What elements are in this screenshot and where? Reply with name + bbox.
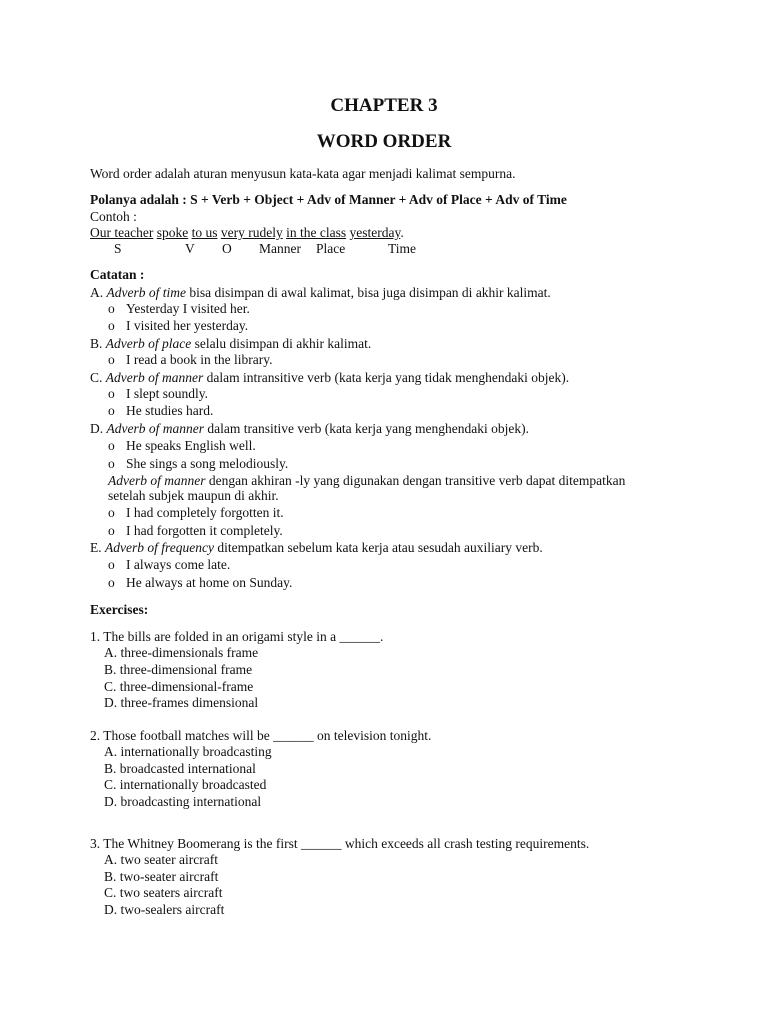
note-b: B. Adverb of place selalu disimpan di akhir kalimat.: [90, 336, 372, 351]
note-a-example: Yesterday I visited her.: [126, 301, 250, 316]
example-sentence: [90, 225, 404, 241]
note-e-example: I always come late.: [126, 557, 231, 572]
note-c-example: I slept soundly.: [126, 386, 208, 401]
note-d-extra: Adverb of manner dengan akhiran -ly yang digunakan dengan transitive verb dapat ditempatkan: [108, 473, 626, 488]
bullet-icon: o: [108, 505, 115, 520]
bullet-icon: o: [108, 318, 115, 333]
catatan-heading: Catatan :: [90, 267, 145, 282]
note-a: A. Adverb of time bisa disimpan di awal kalimat, bisa juga disimpan di akhir kalimat.: [90, 285, 551, 300]
contoh-label: Contoh :: [90, 209, 137, 224]
note-d: D. Adverb of manner dalam transitive verb (kata kerja yang menghendaki objek).: [90, 421, 529, 436]
bullet-icon: o: [108, 352, 115, 367]
note-d-example: He speaks English well.: [126, 438, 256, 453]
exercise-option: B. three-dimensional frame: [104, 662, 253, 677]
example-manner: very rudely: [220, 225, 283, 240]
bullet-icon: o: [108, 557, 115, 572]
exercises-heading: Exercises:: [90, 602, 149, 617]
chapter-heading: CHAPTER 3: [330, 95, 438, 116]
pattern-formula: Polanya adalah : S + Verb + Object + Adv of Manner + Adv of Place + Adv of Time: [90, 192, 567, 207]
note-e-example: He always at home on Sunday.: [126, 575, 293, 590]
exercise-option: A. two seater aircraft: [104, 852, 218, 867]
exercise-option: A. three-dimensionals frame: [104, 645, 259, 660]
bullet-icon: o: [108, 456, 115, 471]
example-period: .: [400, 225, 404, 240]
label-manner: Manner: [259, 241, 301, 256]
note-a-example: I visited her yesterday.: [126, 318, 249, 333]
label-s: S: [114, 241, 122, 256]
bullet-icon: o: [108, 523, 115, 538]
note-e: E. Adverb of frequency ditempatkan sebelum kata kerja atau sesudah auxiliary verb.: [90, 540, 543, 555]
label-v: V: [185, 241, 195, 256]
label-o: O: [222, 241, 232, 256]
bullet-icon: o: [108, 575, 115, 590]
note-d-extra-cont: setelah subjek maupun di akhir.: [108, 488, 279, 503]
note-d-extra-example: I had forgotten it completely.: [126, 523, 283, 538]
bullet-icon: o: [108, 386, 115, 401]
title-heading: WORD ORDER: [316, 131, 452, 152]
exercise-question: 3. The Whitney Boomerang is the first ______ which exceeds all crash testing requirements.: [90, 836, 590, 851]
exercise-option: D. broadcasting international: [104, 794, 262, 809]
example-place: in the class: [286, 225, 347, 240]
note-d-extra-example: I had completely forgotten it.: [126, 505, 284, 520]
label-place: Place: [316, 241, 346, 256]
bullet-icon: o: [108, 403, 115, 418]
exercise-option: B. two-seater aircraft: [104, 869, 219, 884]
example-verb: spoke: [156, 225, 189, 240]
exercise-question: 2. Those football matches will be ______ on television tonight.: [90, 728, 432, 743]
intro-paragraph: Word order adalah aturan menyusun kata-kata agar menjadi kalimat sempurna.: [90, 166, 516, 181]
bullet-icon: o: [108, 301, 115, 316]
exercise-question: 1. The bills are folded in an origami style in a ______.: [90, 629, 384, 644]
note-d-example: She sings a song melodiously.: [126, 456, 289, 471]
note-c: C. Adverb of manner dalam intransitive verb (kata kerja yang tidak menghendaki objek).: [90, 370, 570, 385]
label-time: Time: [388, 241, 417, 256]
note-c-example: He studies hard.: [126, 403, 214, 418]
note-b-example: I read a book in the library.: [126, 352, 273, 367]
exercise-option: C. three-dimensional-frame: [104, 679, 254, 694]
exercise-option: D. three-frames dimensional: [104, 695, 259, 710]
exercise-option: D. two-sealers aircraft: [104, 902, 225, 917]
example-object: to us: [191, 225, 218, 240]
exercise-option: C. two seaters aircraft: [104, 885, 223, 900]
exercise-option: A. internationally broadcasting: [104, 744, 272, 759]
example-time: yesterday: [349, 225, 401, 240]
exercise-option: B. broadcasted international: [104, 761, 256, 776]
bullet-icon: o: [108, 438, 115, 453]
exercise-option: C. internationally broadcasted: [104, 777, 267, 792]
example-subject: Our teacher: [90, 225, 154, 240]
